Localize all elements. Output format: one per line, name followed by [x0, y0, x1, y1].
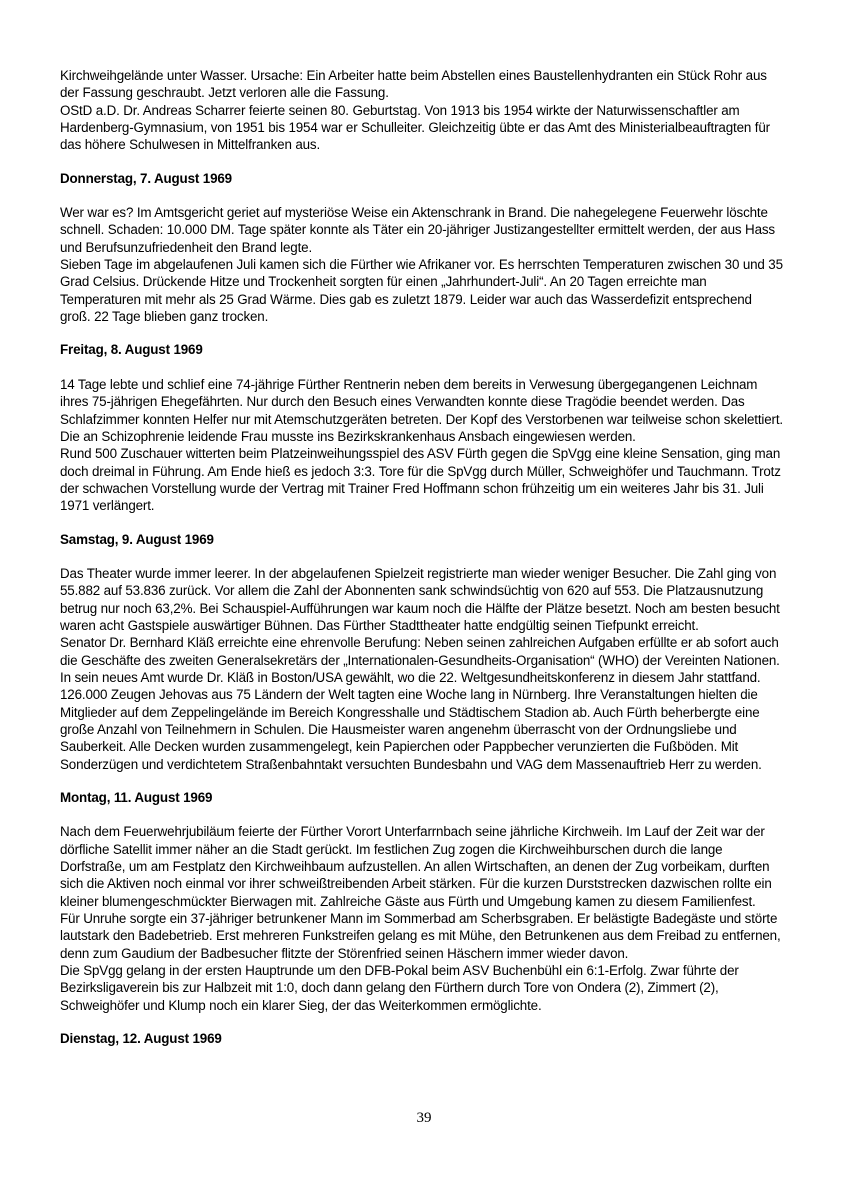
paragraph: 126.000 Zeugen Jehovas aus 75 Ländern der Welt tagten eine Woche lang in Nürnberg. Ihre Veranstaltungen hielten die Mitglieder auf dem Zeppelingelände im Bereich Kongresshalle und Städtischem Stadion ab. Auch Fürth beherbergte eine große Anzahl von Teilnehmern in Schulen. Die Hausmeister waren angenehm überrascht von der Ordnungsliebe und Sauberkeit. Alle Decken wurden zusammengelegt, kein Papierchen oder Pappbecher verunzierten die Fußböden. Mit Sonderzügen und verdichtetem Straßenbahntakt versuchten Bundesbahn und VAG dem Massenauftrieb Herr zu werden. [60, 687, 762, 772]
section-heading: Montag, 11. August 1969 [60, 790, 213, 806]
day-section [60, 341, 784, 514]
document-page [60, 67, 784, 1065]
day-section [60, 1030, 784, 1047]
section-heading: Dienstag, 12. August 1969 [60, 1031, 222, 1047]
day-section [60, 531, 784, 773]
paragraph: Sieben Tage im abgelaufenen Juli kamen sich die Fürther wie Afrikaner vor. Es herrschten Temperaturen zwischen 30 und 35 Grad Celsius. Drückende Hitze und Trockenheit sorgten für einen „Jahrhundert-Juli“. An 20 Tagen erreichte man Temperaturen mit mehr als 25 Grad Wärme. Dies gab es zuletzt 1879. Leider war auch das Wasserdefizit entsprechend groß. 22 Tage blieben ganz trocken. [60, 257, 783, 325]
paragraph: 14 Tage lebte und schlief eine 74-jährige Fürther Rentnerin neben dem bereits in Verwesung übergegangenen Leichnam ihres 75-jährigen Ehegefährten. Nur durch den Besuch eines Verwandten konnte diese Tragödie beendet werden. Das Schlafzimmer konnten Helfer nur mit Atemschutzgeräten betreten. Der Kopf des Verstorbenen war teilweise schon skelettiert. Die an Schizophrenie leidende Frau musste ins Bezirkskrankenhaus Ansbach eingewiesen werden. [60, 376, 784, 444]
paragraph: Für Unruhe sorgte ein 37-jähriger betrunkener Mann im Sommerbad am Scherbsgraben. Er belästigte Badegäste und störte lautstark den Badebetrieb. Erst mehreren Funkstreifen gelang es mit Mühe, den Betrunkenen aus dem Freibad zu entfernen, denn zum Gaudium der Badbesucher flitzte der Störenfried seinen Häschern immer wieder davon. [60, 911, 781, 961]
paragraph: Das Theater wurde immer leerer. In der abgelaufenen Spielzeit registrierte man wieder weniger Besucher. Die Zahl ging von 55.882 auf 53.836 zurück. Vor allem die Zahl der Abonnenten sank schwindsüchtig von 620 auf 553. Die Platzausnutzung betrug nur noch 63,2%. Bei Schauspiel-Aufführungen war kaum noch die Hälfte der Plätze besetzt. Noch am besten besucht waren acht Gastspiele auswärtiger Bühnen. Das Fürther Stadttheater hatte endgültig seinen Tiefpunkt erreicht. [60, 565, 780, 633]
day-section [60, 789, 784, 1014]
section-heading: Samstag, 9. August 1969 [60, 531, 214, 547]
paragraph: Wer war es? Im Amtsgericht geriet auf mysteriöse Weise ein Aktenschrank in Brand. Die nahegelegene Feuerwehr löschte schnell. Schaden: 10.000 DM. Tage später konnte als Täter ein 20-jähriger Justizangestellter ermittelt werden, der aus Hass und Berufsunzufriedenheit den Brand legte. [60, 205, 775, 255]
intro-paragraph: OStD a.D. Dr. Andreas Scharrer feierte seinen 80. Geburtstag. Von 1913 bis 1954 wirkte der Naturwissenschaftler am Hardenberg-Gymnasium, von 1951 bis 1954 war er Schulleiter. Gleichzeitig übte er das Amt des Ministerialbeauftragten für das höhere Schulwesen in Mittelfranken aus. [60, 102, 770, 153]
paragraph: Rund 500 Zuschauer witterten beim Platzeinweihungsspiel des ASV Fürth gegen die SpVgg eine kleine Sensation, ging man doch dreimal in Führung. Am Ende hieß es jedoch 3:3. Tore für die SpVgg durch Müller, Schweighöfer und Tauchmann. Trotz der schwachen Vorstellung wurde der Vertrag mit Trainer Fred Hoffmann schon frühzeitig um ein weiteres Jahr bis 31. Juli 1971 verlängert. [60, 446, 781, 514]
paragraph: Die SpVgg gelang in der ersten Hauptrunde um den DFB-Pokal beim ASV Buchenbühl ein 6:1-Erfolg. Zwar führte der Bezirksligaverein bis zur Halbzeit mit 1:0, doch dann gelang den Fürthern durch Tore von Ondera (2), Zimmert (2), Schweighöfer und Klump noch ein klarer Sieg, der das Weiterkommen ermöglichte. [60, 963, 739, 1013]
section-heading: Donnerstag, 7. August 1969 [60, 170, 232, 186]
intro-paragraph: Kirchweihgelände unter Wasser. Ursache: Ein Arbeiter hatte beim Abstellen eines Baustellenhydranten ein Stück Rohr aus der Fassung geschraubt. Jetzt verloren alle die Fassung. [60, 68, 767, 101]
section-heading: Freitag, 8. August 1969 [60, 342, 203, 358]
day-section [60, 170, 784, 326]
paragraph: Nach dem Feuerwehrjubiläum feierte der Fürther Vorort Unterfarrnbach seine jährliche Kirchweih. Im Lauf der Zeit war der dörfliche Satellit immer näher an die Stadt gerückt. Im festlichen Zug zogen die Kirchweihburschen durch die lange Dorfstraße, um am Festplatz den Kirchweihbaum aufzustellen. An allen Wirtschaften, an denen der Zug vorbeikam, durften sich die Aktiven noch einmal vor ihrer schweißtreibenden Arbeit stärken. Für die kurzen Durststrecken dazwischen rollte ein kleiner blumengeschmückter Bierwagen mit. Zahlreiche Gäste aus Fürth und Umgebung kamen zu diesem Familienfest. [60, 824, 772, 909]
page-number: 39 [416, 1110, 432, 1126]
paragraph: Senator Dr. Bernhard Kläß erreichte eine ehrenvolle Berufung: Neben seinen zahlreichen Aufgaben erfüllte er ab sofort auch die Geschäfte des zweiten Generalsekretärs der „Internationalen-Gesundheits-Organisation“ (WHO) der Vereinten Nationen. In sein neues Amt wurde Dr. Kläß in Boston/USA gewählt, wo die 22. Weltgesundheitskonferenz in diesem Jahr stattfand. [60, 635, 780, 685]
